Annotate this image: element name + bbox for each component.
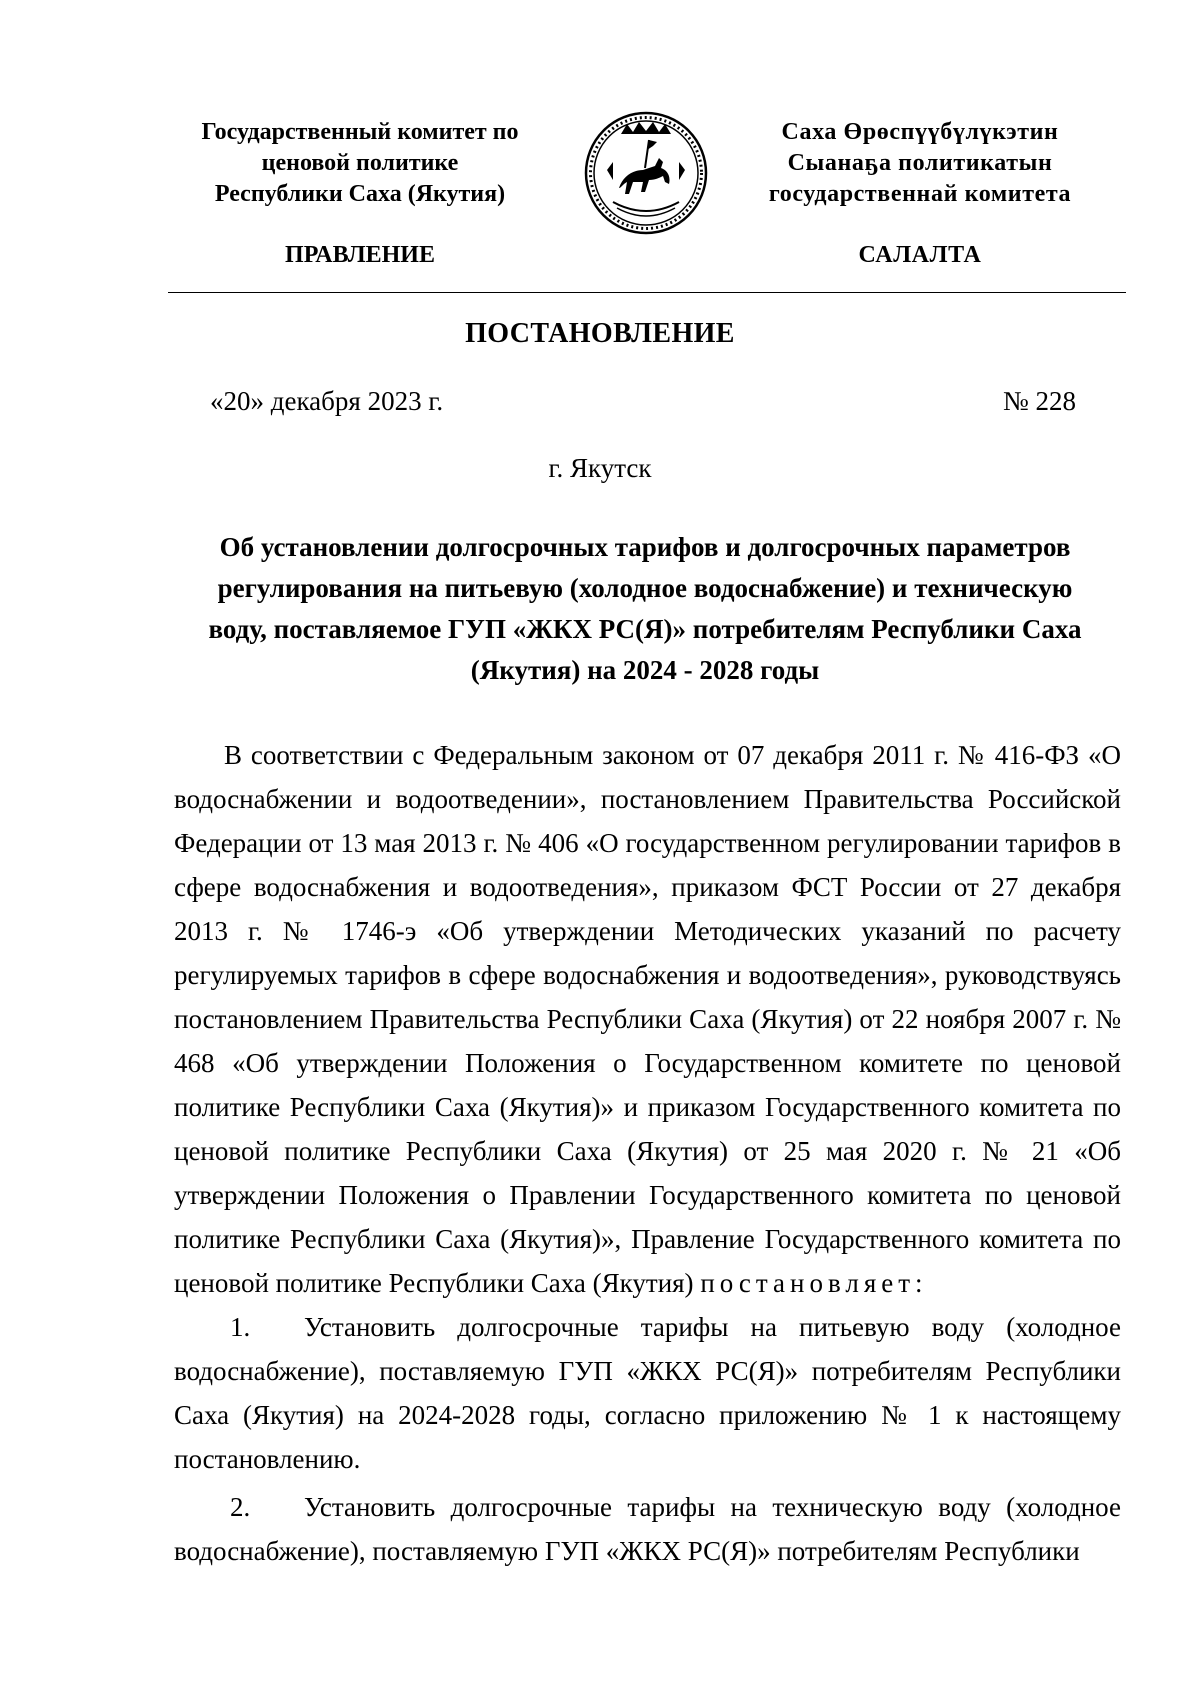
preamble-paragraph [174, 733, 1121, 1305]
list-item [174, 1485, 1121, 1573]
item-text: Установить долгосрочные тарифы на техническую воду (холодное водоснабжение), поставляемую ГУП «ЖКХ РС(Я)» потребителям Республики [174, 1492, 1121, 1566]
item-number: 1. [230, 1312, 251, 1342]
sakha-republic-coat-of-arms-icon [583, 110, 709, 236]
document-date: «20» декабря 2023 г. [210, 386, 444, 416]
header-right-yakut [730, 117, 1110, 271]
header-left-line-1: Государственный комитет по [201, 119, 519, 145]
subject-line-1: Об установлении долгосрочных тарифов и долгосрочных параметров [219, 532, 1071, 562]
document-number: № 228 [1002, 386, 1076, 416]
preamble-text: В соответствии с Федеральным законом от 07 декабря 2011 г. № 416-ФЗ «О водоснабжении и водоотведении», постановлением Правительства Российской Федерации от 13 мая 2013 г. № 406 «О государственном регулировании тарифов в сфере водоснабжения и водоотведения», приказом ФСТ России от 27 декабря 2013 г. № 1746-э «Об утверждении Методических указаний по расчету регулируемых тарифов в сфере водоснабжения и водоотведения», руководствуясь постановлением Правительства Республики Саха (Якутия) от 22 ноября 2007 г. № 468 «Об утверждении Положения о Государственном комитете по ценовой политике Республики Саха (Якутия)» и приказом Государственного комитета по ценовой политике Республики Саха (Якутия) от 25 мая 2020 г. № 21 «Об утверждении Положения о Правлении Государственного комитета по ценовой политике Республики Саха (Якутия)», Правление Государственного комитета по ценовой политике Республики Саха (Якутия) [174, 740, 1121, 1298]
document-title: ПОСТАНОВЛЕНИЕ [465, 318, 735, 349]
header-left-board: ПРАВЛЕНИЕ [285, 242, 435, 268]
subject-line-4: (Якутия) на 2024 - 2028 годы [470, 655, 820, 685]
header-right-line-1: Саха Өрөспүүбүлүкэтин [781, 119, 1059, 145]
header-right-board: САЛАЛТА [858, 242, 982, 268]
header-right-line-3: государственнай комитета [768, 181, 1072, 207]
subject-line-2: регулирования на питьевую (холодное водоснабжение) и техническую [217, 573, 1073, 603]
item-text: Установить долгосрочные тарифы на питьевую воду (холодное водоснабжение), поставляемую ГУП «ЖКХ РС(Я)» потребителям Республики Саха (Якутия) на 2024-2028 годы, согласно приложению № 1 к настоящему постановлению. [174, 1312, 1121, 1474]
item-number: 2. [230, 1492, 251, 1522]
document-city: г. Якутск [548, 453, 652, 483]
header-right-line-2: Сыанаҕа политикатын [787, 150, 1053, 176]
preamble-decree: постановляет: [700, 1268, 928, 1298]
header-left-line-3: Республики Саха (Якутия) [214, 181, 506, 207]
document-body [174, 733, 1121, 1573]
header-divider [168, 292, 1126, 293]
list-item [174, 1305, 1121, 1481]
subject-line-3: воду, поставляемое ГУП «ЖКХ РС(Я)» потребителям Республики Саха [208, 614, 1082, 644]
header-left-line-2: ценовой политике [261, 150, 459, 176]
document-subject [150, 527, 1140, 691]
header-left-russian [170, 117, 550, 271]
